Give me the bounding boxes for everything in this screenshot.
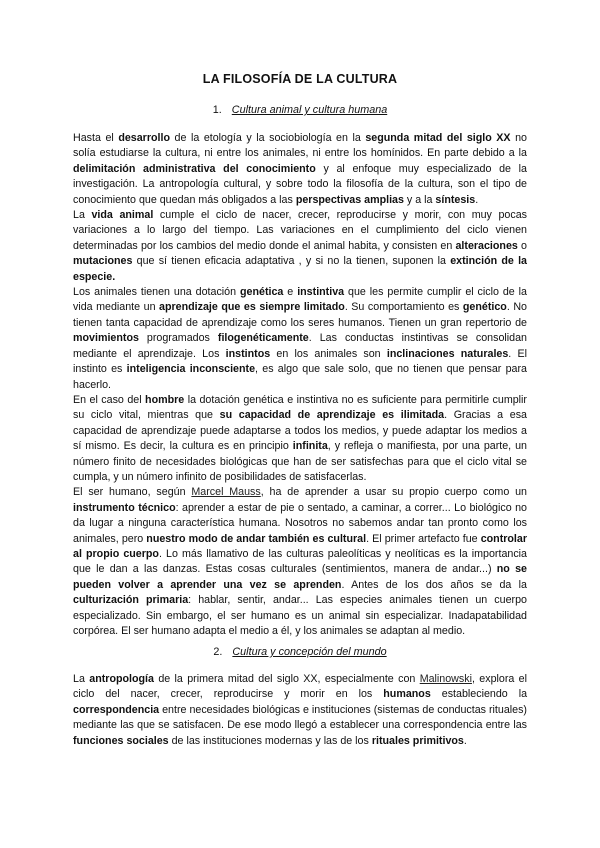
bold-term: antropología	[89, 673, 154, 685]
underlined-name-link[interactable]: Malinowski	[419, 673, 472, 685]
bold-term: su capacidad de aprendizaje es ilimitada	[219, 409, 445, 422]
bold-term: perspectivas amplias	[295, 193, 404, 206]
bold-term: desarrollo	[118, 132, 170, 144]
bold-term: funciones sociales	[73, 734, 169, 747]
bold-term: segunda mitad del siglo XX	[365, 132, 511, 144]
section-1-body	[73, 131, 527, 639]
paragraph: El ser humano, según Marcel Mauss, ha de aprender a usar su propio cuerpo como un instrumento técnico: aprender a estar de pie o sentado, a caminar, a correr... Lo biológico no da lugar a ninguna característica humana. Nosotros no sabemos andar tan pronto como los animales, pero nuestro modo de andar también es cultural. El primer artefacto fue controlar al propio cuerpo. Lo más llamativo de las culturas paleolíticas y neolíticas es la importancia que le dan a las danzas. Estas cosas culturales (sentimientos, manera de andar...) no se pueden volver a aprender una vez se aprenden. Antes de los dos años se da la culturización primaria: hablar, sentir, andar... Las especies animales tienen un cuerpo especializado. Sin embargo, el ser humano es un animal sin especializar. Inadapatabilidad corpórea. El ser humano adapta el medio a él, y los animales se adaptan al medio.	[73, 486, 528, 637]
section-1-number: 1.	[212, 104, 222, 116]
section-2-heading	[0, 646, 600, 658]
bold-term: controlar al propio cuerpo	[73, 532, 528, 560]
bold-term: inclinaciones naturales	[386, 347, 509, 360]
bold-term: delimitación administrativa del conocimiento	[73, 162, 316, 175]
section-2-body	[73, 672, 527, 749]
bold-term: alteraciones	[455, 239, 518, 252]
section-1-title: Cultura animal y cultura humana	[231, 104, 388, 116]
bold-term: instintiva	[297, 286, 345, 299]
bold-term: genético	[462, 301, 507, 314]
bold-term: hombre	[145, 393, 185, 406]
section-1-heading	[0, 104, 600, 116]
bold-term: instrumento técnico	[73, 501, 176, 514]
bold-term: infinita	[292, 440, 328, 453]
bold-term: filogenéticamente	[217, 332, 309, 345]
bold-term: mutaciones	[73, 255, 133, 268]
paragraph: La vida animal cumple el ciclo de nacer, crecer, reproducirse y morir, con muy pocas variaciones a lo largo del tiempo. Las variaciones en el cumplimiento del ciclo vienen determinadas por los cambios del medio donde el animal habita, y consisten en alteraciones o mutaciones que sí tienen eficacia adaptativa , y si no la tienen, suponen la extinción de la especie.	[73, 209, 528, 283]
bold-term: inteligencia inconsciente	[126, 363, 256, 376]
bold-term: rituales primitivos	[371, 734, 464, 747]
paragraph: Los animales tienen una dotación genética e instintiva que les permite cumplir el ciclo de la vida mediante un aprendizaje que es siempre limitado. Su comportamiento es genético. No tienen tanta capacidad de aprendizaje como los seres humanos. Tienen un gran repertorio de movimientos programados filogenéticamente. Las conductas instintivas se consolidan mediante el aprendizaje. Los instintos en los animales son inclinaciones naturales. El instinto es inteligencia inconsciente, es algo que sale solo, que no tienen que pensar para hacerlo.	[73, 286, 528, 391]
bold-term: movimientos	[73, 332, 139, 345]
document-title: LA FILOSOFÍA DE LA CULTURA	[202, 72, 398, 86]
bold-term: vida animal	[91, 209, 154, 222]
bold-term: aprendizaje que es siempre limitado	[159, 301, 345, 314]
bold-term: humanos	[383, 688, 431, 701]
section-2-title: Cultura y concepción del mundo	[232, 646, 387, 658]
bold-term: nuestro modo de andar también es cultural	[146, 532, 367, 545]
bold-term: correspondencia	[73, 703, 160, 716]
paragraph: Hasta el desarrollo de la etología y la sociobiología en la segunda mitad del siglo XX no solía estudiarse la cultura, ni entre los animales, ni entre los homínidos. En parte debido a la delimitación administrativa del conocimiento y al enfoque muy especializado de la investigación. La antropología cultural, y sobre todo la filosofía de la cultura, son el tipo de conocimiento que quedan más obligados a las perspectivas amplias y a la síntesis.	[73, 132, 527, 206]
paragraph: La antropología de la primera mitad del siglo XX, especialmente con Malinowski, explora el ciclo del nacer, crecer, reproducirse y morir en los humanos estableciendo la correspondencia entre necesidades biológicas e instituciones (sistemas de conductas rituales) mediante las que se satisfacen. De ese modo llegó a establecer una correspondencia entre las funciones sociales de las instituciones modernas y las de los rituales primitivos.	[73, 673, 528, 747]
bold-term: instintos	[225, 347, 271, 360]
paragraph: En el caso del hombre la dotación genética e instintiva no es suficiente para permitirle cumplir su ciclo vital, mientras que su capacidad de aprendizaje es ilimitada. Gracias a esa capacidad de aprendizaje puede adaptarse a todos los medios, y puede adaptar los medios a sí mismo. Es decir, la cultura es en principio infinita, y refleja o manifiesta, por una parte, un número finito de necesidades biológicas que han de ser satisfechas para que el ciclo vital se cumpla, y un número infinito de posibilidades de satisfacerlas.	[73, 393, 527, 483]
bold-term: síntesis	[435, 193, 476, 206]
bold-term: no se pueden volver a aprender una vez se aprenden	[73, 563, 527, 591]
bold-term: extinción de la especie.	[73, 255, 527, 283]
bold-term: genética	[240, 286, 284, 299]
section-2-number: 2.	[213, 646, 223, 658]
bold-term: culturización primaria	[73, 594, 189, 607]
underlined-name-link[interactable]: Marcel Mauss	[191, 486, 261, 499]
